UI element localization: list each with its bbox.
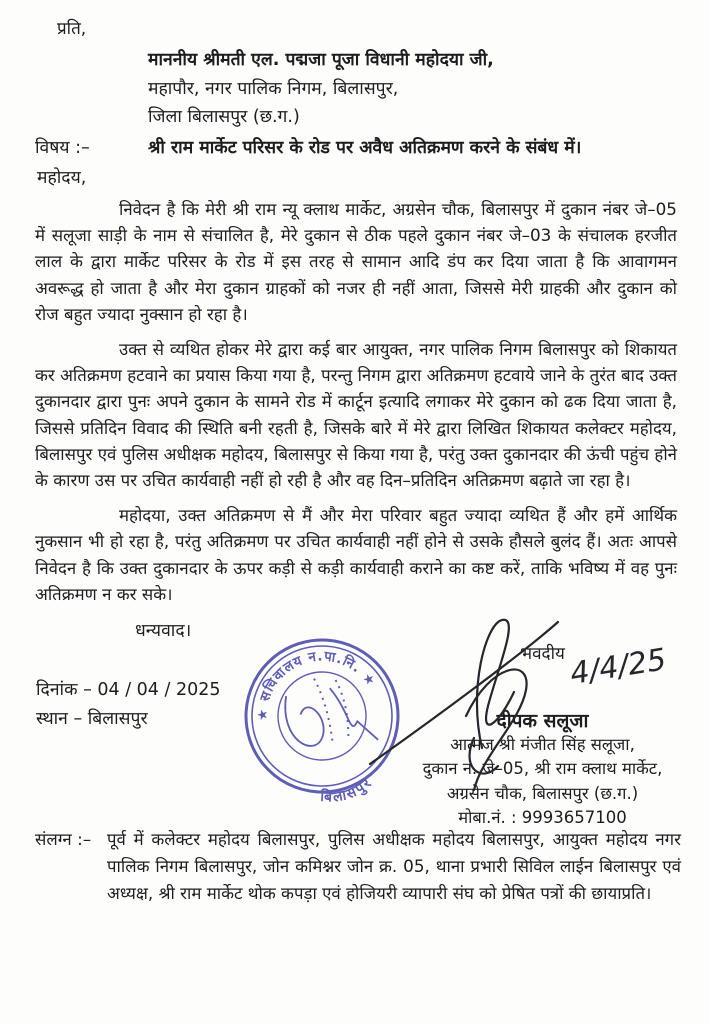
stamp-inner-dotted-stroke	[330, 680, 356, 739]
date-line: दिनांक – 04 / 04 / 2025	[36, 680, 221, 700]
stamp-inner-dotted-stroke	[312, 678, 336, 742]
body-paragraph-1: निवेदन है कि मेरी श्री राम न्यू क्लाथ मार्केट, अग्रसेन चौक, बिलासपुर में दुकान नंबर जे–05 में सलूजा साड़ी के नाम से संचालित है, मेरे दुकान से ठीक पहले दुकान नंबर जे–03 के संचालक हरजीत लाल के द्वारा मार्केट परिसर के रोड में इस तरह से सामान आदि डंप कर दिया जाता है कि आवागमन अवरूद्ध हो जाता है और मेरा दुकान ग्राहकों को नजर ही नहीं आता, जिससे मेरी ग्राहकी और दुकान को रोज बहुत ज्यादा नुक्सान हो रहा है।	[35, 199, 677, 324]
stamp-inner-scribble	[279, 688, 328, 751]
thanks-line: धन्यवाद।	[135, 621, 192, 641]
handwritten-date: 4/4/25	[567, 642, 669, 692]
address-line: अग्रसेन चौक, बिलासपुर (छ.ग.)	[446, 783, 639, 803]
shop-line: दुकान नं. जे–05, श्री राम क्लाथ मार्केट,	[422, 759, 663, 778]
enclosure-block	[35, 826, 681, 908]
father-line: आत्मज श्री मंजीत सिंह सलूजा,	[450, 734, 635, 754]
enclosure-label: संलग्न :–	[35, 829, 92, 849]
stamp-mid-ring	[234, 628, 410, 804]
stamp-inner-ring	[267, 661, 378, 772]
mobile-line: मोबा.नं. : 9993657100	[458, 808, 627, 827]
addressee-block	[148, 46, 494, 132]
salutation: महोदय,	[37, 168, 87, 188]
letter-body	[35, 196, 677, 616]
stamp-bottom-arc-text: बिलासपुर	[319, 774, 376, 806]
body-paragraph-2: उक्त से व्यथित होकर मेरे द्वारा कई बार आयुक्त, नगर पालिक निगम बिलासपुर को शिकायत कर अतिक्रमण हटवाने का प्रयास किया गया है, परन्तु निगम द्वारा अतिक्रमण हटवाये जाने के तुरंत बाद उक्त दुकानदार द्वारा पुनः अपने दुकान के सामने रोड में कार्टून इत्यादि लगाकर मेरे दुकान को ढक दिया जाता है, जिससे प्रतिदिन विवाद की स्थिति बनी रहती है, जिसके बारे में मेरे द्वारा लिखित शिकायत कलेक्टर महोदय, बिलासपुर एवं पुलिस अधीक्षक महोदय, बिलासपुर से किया गया है, परंतु उक्त दुकानदार की ऊंची पहुंच होने के कारण उस पर उचित कार्यवाही नहीं हो रही है और वह दिन–प्रतिदिन अतिक्रमण बढ़ाते जा रहा है।	[35, 339, 677, 491]
date-place-block	[36, 676, 221, 734]
to-label: प्रति,	[57, 19, 87, 39]
stamp-top-arc-text: ★ सचिवालय न.पा.नि. ★	[254, 648, 380, 722]
subject-text: श्री राम मार्केट परिसर के रोड पर अवैध अतिक्रमण करने के संबंध में।	[148, 138, 582, 158]
place-line: स्थान – बिलासपुर	[36, 709, 148, 729]
stamp-inner-scribble	[330, 679, 378, 749]
body-paragraph-3: महोदया, उक्त अतिक्रमण से मैं और मेरा परिवार बहुत ज्यादा व्यथित हैं और हमें आर्थिक नुकसान भी हो रहा है, परंतु अतिक्रमण पर उचित कार्यवाही नहीं होने से उसके हौसले बुलंद हैं। अतः आपसे निवेदन है कि उक्त दुकानदार के ऊपर कड़ी से कड़ी कार्यवाही कराने का कष्ट करें, ताकि भविष्य में वह पुनः अतिक्रमण न कर सके।	[35, 505, 677, 604]
subject-label: विषय :–	[35, 138, 90, 158]
addressee-name: माननीय श्रीमती एल. पद्मजा पूजा विधानी महोदया जी,	[148, 50, 494, 70]
closing-block	[390, 642, 695, 831]
signatory-name: दीपक सलूजा	[496, 709, 589, 732]
addressee-district: जिला बिलासपुर (छ.ग.)	[148, 107, 300, 127]
valediction: भवदीय	[520, 644, 565, 664]
addressee-designation: महापौर, नगर पालिक निगम, बिलासपुर,	[148, 78, 399, 99]
enclosure-text: पूर्व में कलेक्टर महोदय बिलासपुर, पुलिस अधीक्षक महोदय बिलासपुर, आयुक्त महोदय नगर पालिक निगम बिलासपुर, जोन कमिश्नर जोन क्र. 05, थाना प्रभारी सिविल लाईन बिलासपुर एवं अध्यक्ष, श्री राम मार्केट थोक कपड़ा एवं होजियरी व्यापारी संघ को प्रेषित पत्रों की छायाप्रति।	[107, 829, 681, 904]
subject-row	[35, 135, 675, 159]
